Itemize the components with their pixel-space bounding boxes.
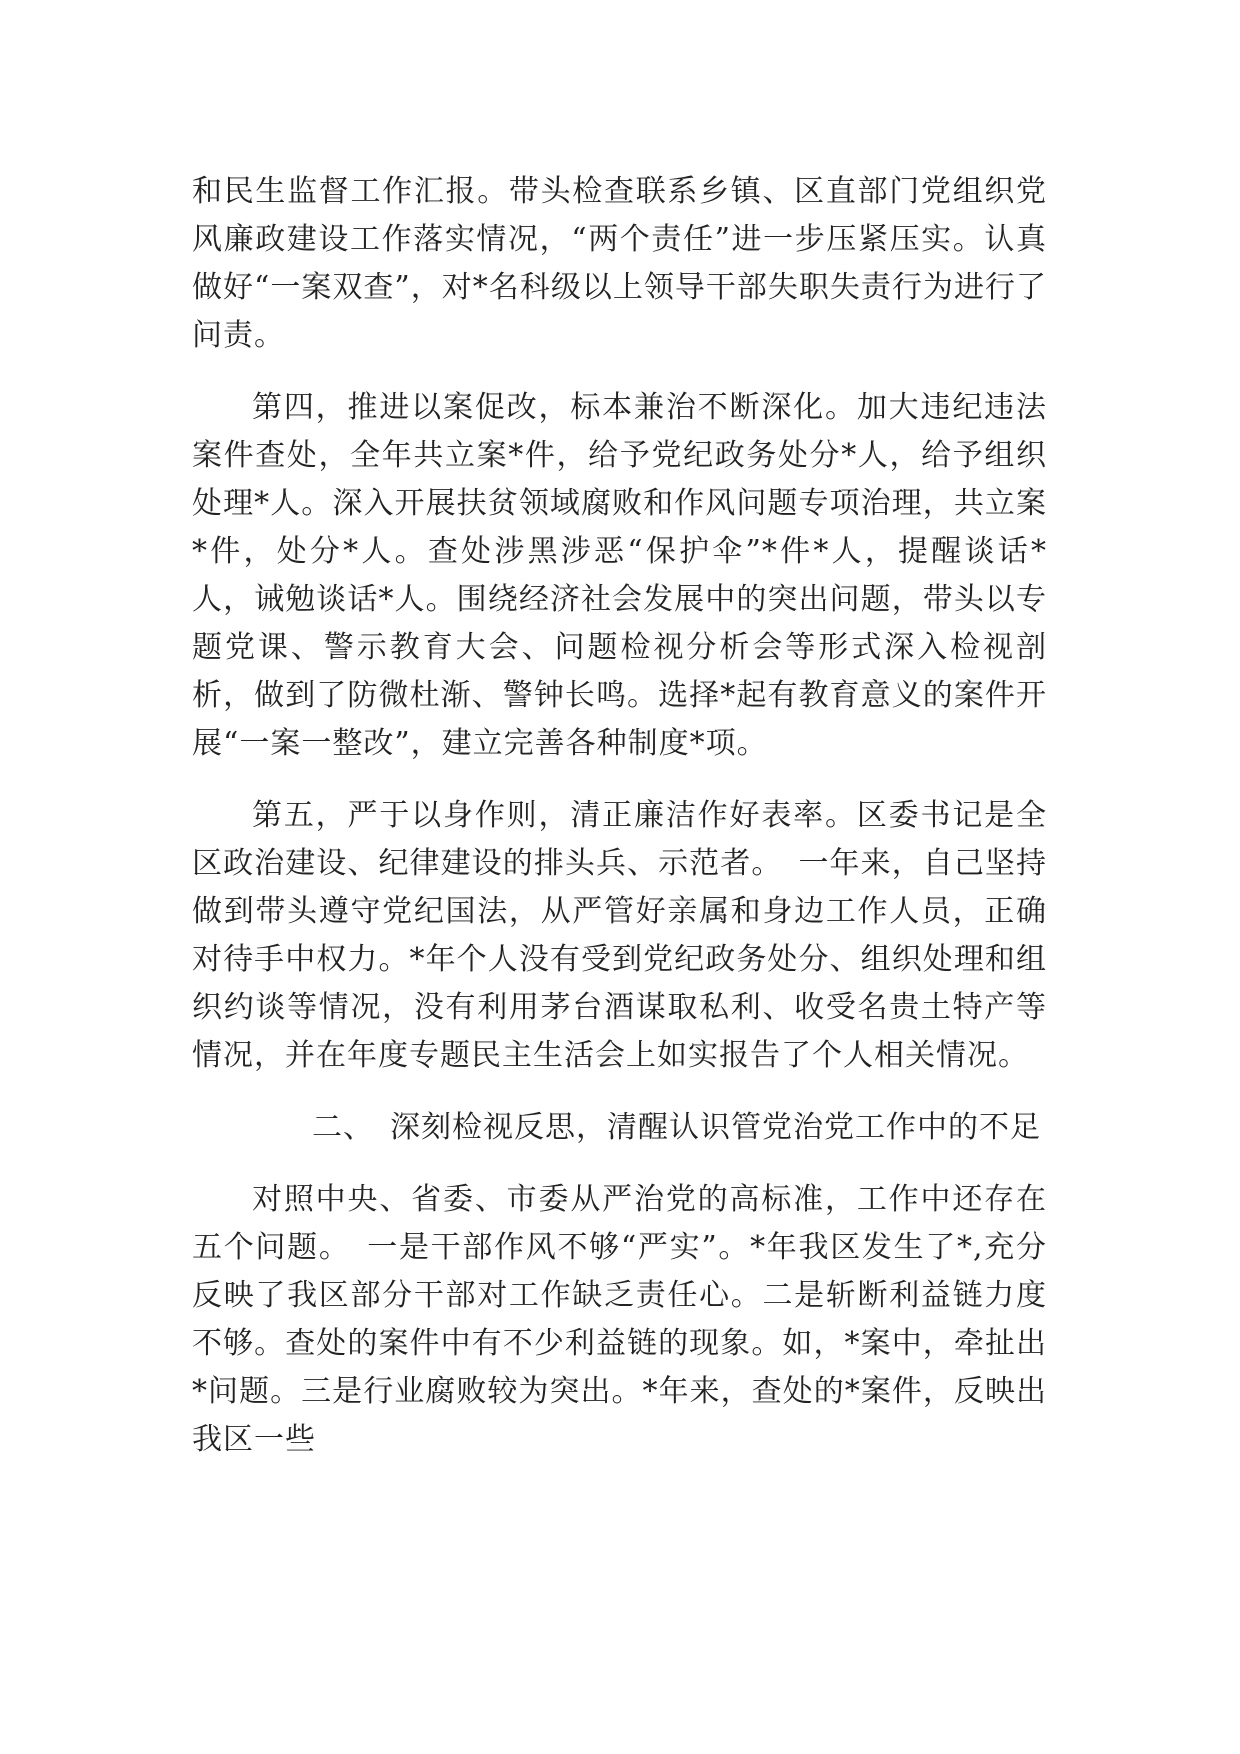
paragraph-continued: 和民生监督工作汇报。带头检查联系乡镇、区直部门党组织党风廉政建设工作落实情况，“两个责任”进一步压紧压实。认真做好“一案双查”，对*名科级以上领导干部失职失责行为进行了问责。: [192, 174, 1047, 353]
paragraph-point-five: 第五，严于以身作则，清正廉洁作好表率。区委书记是全区政治建设、纪律建设的排头兵、示范者。 一年来，自己坚持做到带头遵守党纪国法，从严管好亲属和身边工作人员，正确对待手中权力。*年个人没有受到党纪政务处分、组织处理和组织约谈等情况，没有利用茅台酒谋取私利、收受名贵土特产等情况，并在年度专题民主生活会上如实报告了个人相关情况。: [192, 798, 1047, 1073]
section-number: 二、: [312, 1110, 374, 1145]
paragraph-point-four: 第四，推进以案促改，标本兼治不断深化。加大违纪违法案件查处，全年共立案*件，给予党纪政务处分*人，给予组织处理*人。深入开展扶贫领域腐败和作风问题专项治理，共立案*件，处分*人。查处涉黑涉恶“保护伞”*件*人，提醒谈话*人，诫勉谈话*人。围绕经济社会发展中的突出问题，带头以专题党课、警示教育大会、问题检视分析会等形式深入检视剖析，做到了防微杜渐、警钟长鸣。选择*起有教育意义的案件开展“一案一整改”，建立完善各种制度*项。: [192, 390, 1047, 761]
paragraph-problems: 对照中央、省委、市委从严治党的高标准，工作中还存在五个问题。 一是干部作风不够“严实”。*年我区发生了*,充分反映了我区部分干部对工作缺乏责任心。二是斩断利益链力度不够。查处的案件中有不少利益链的现象。如，*案中，牵扯出*问题。三是行业腐败较为突出。*年来，查处的*案件，反映出我区一些: [192, 1182, 1047, 1457]
section-heading: [192, 1104, 1047, 1152]
section-title: 深刻检视反思，清醒认识管党治党工作中的不足: [390, 1110, 1041, 1145]
document-body: [192, 168, 1047, 1488]
